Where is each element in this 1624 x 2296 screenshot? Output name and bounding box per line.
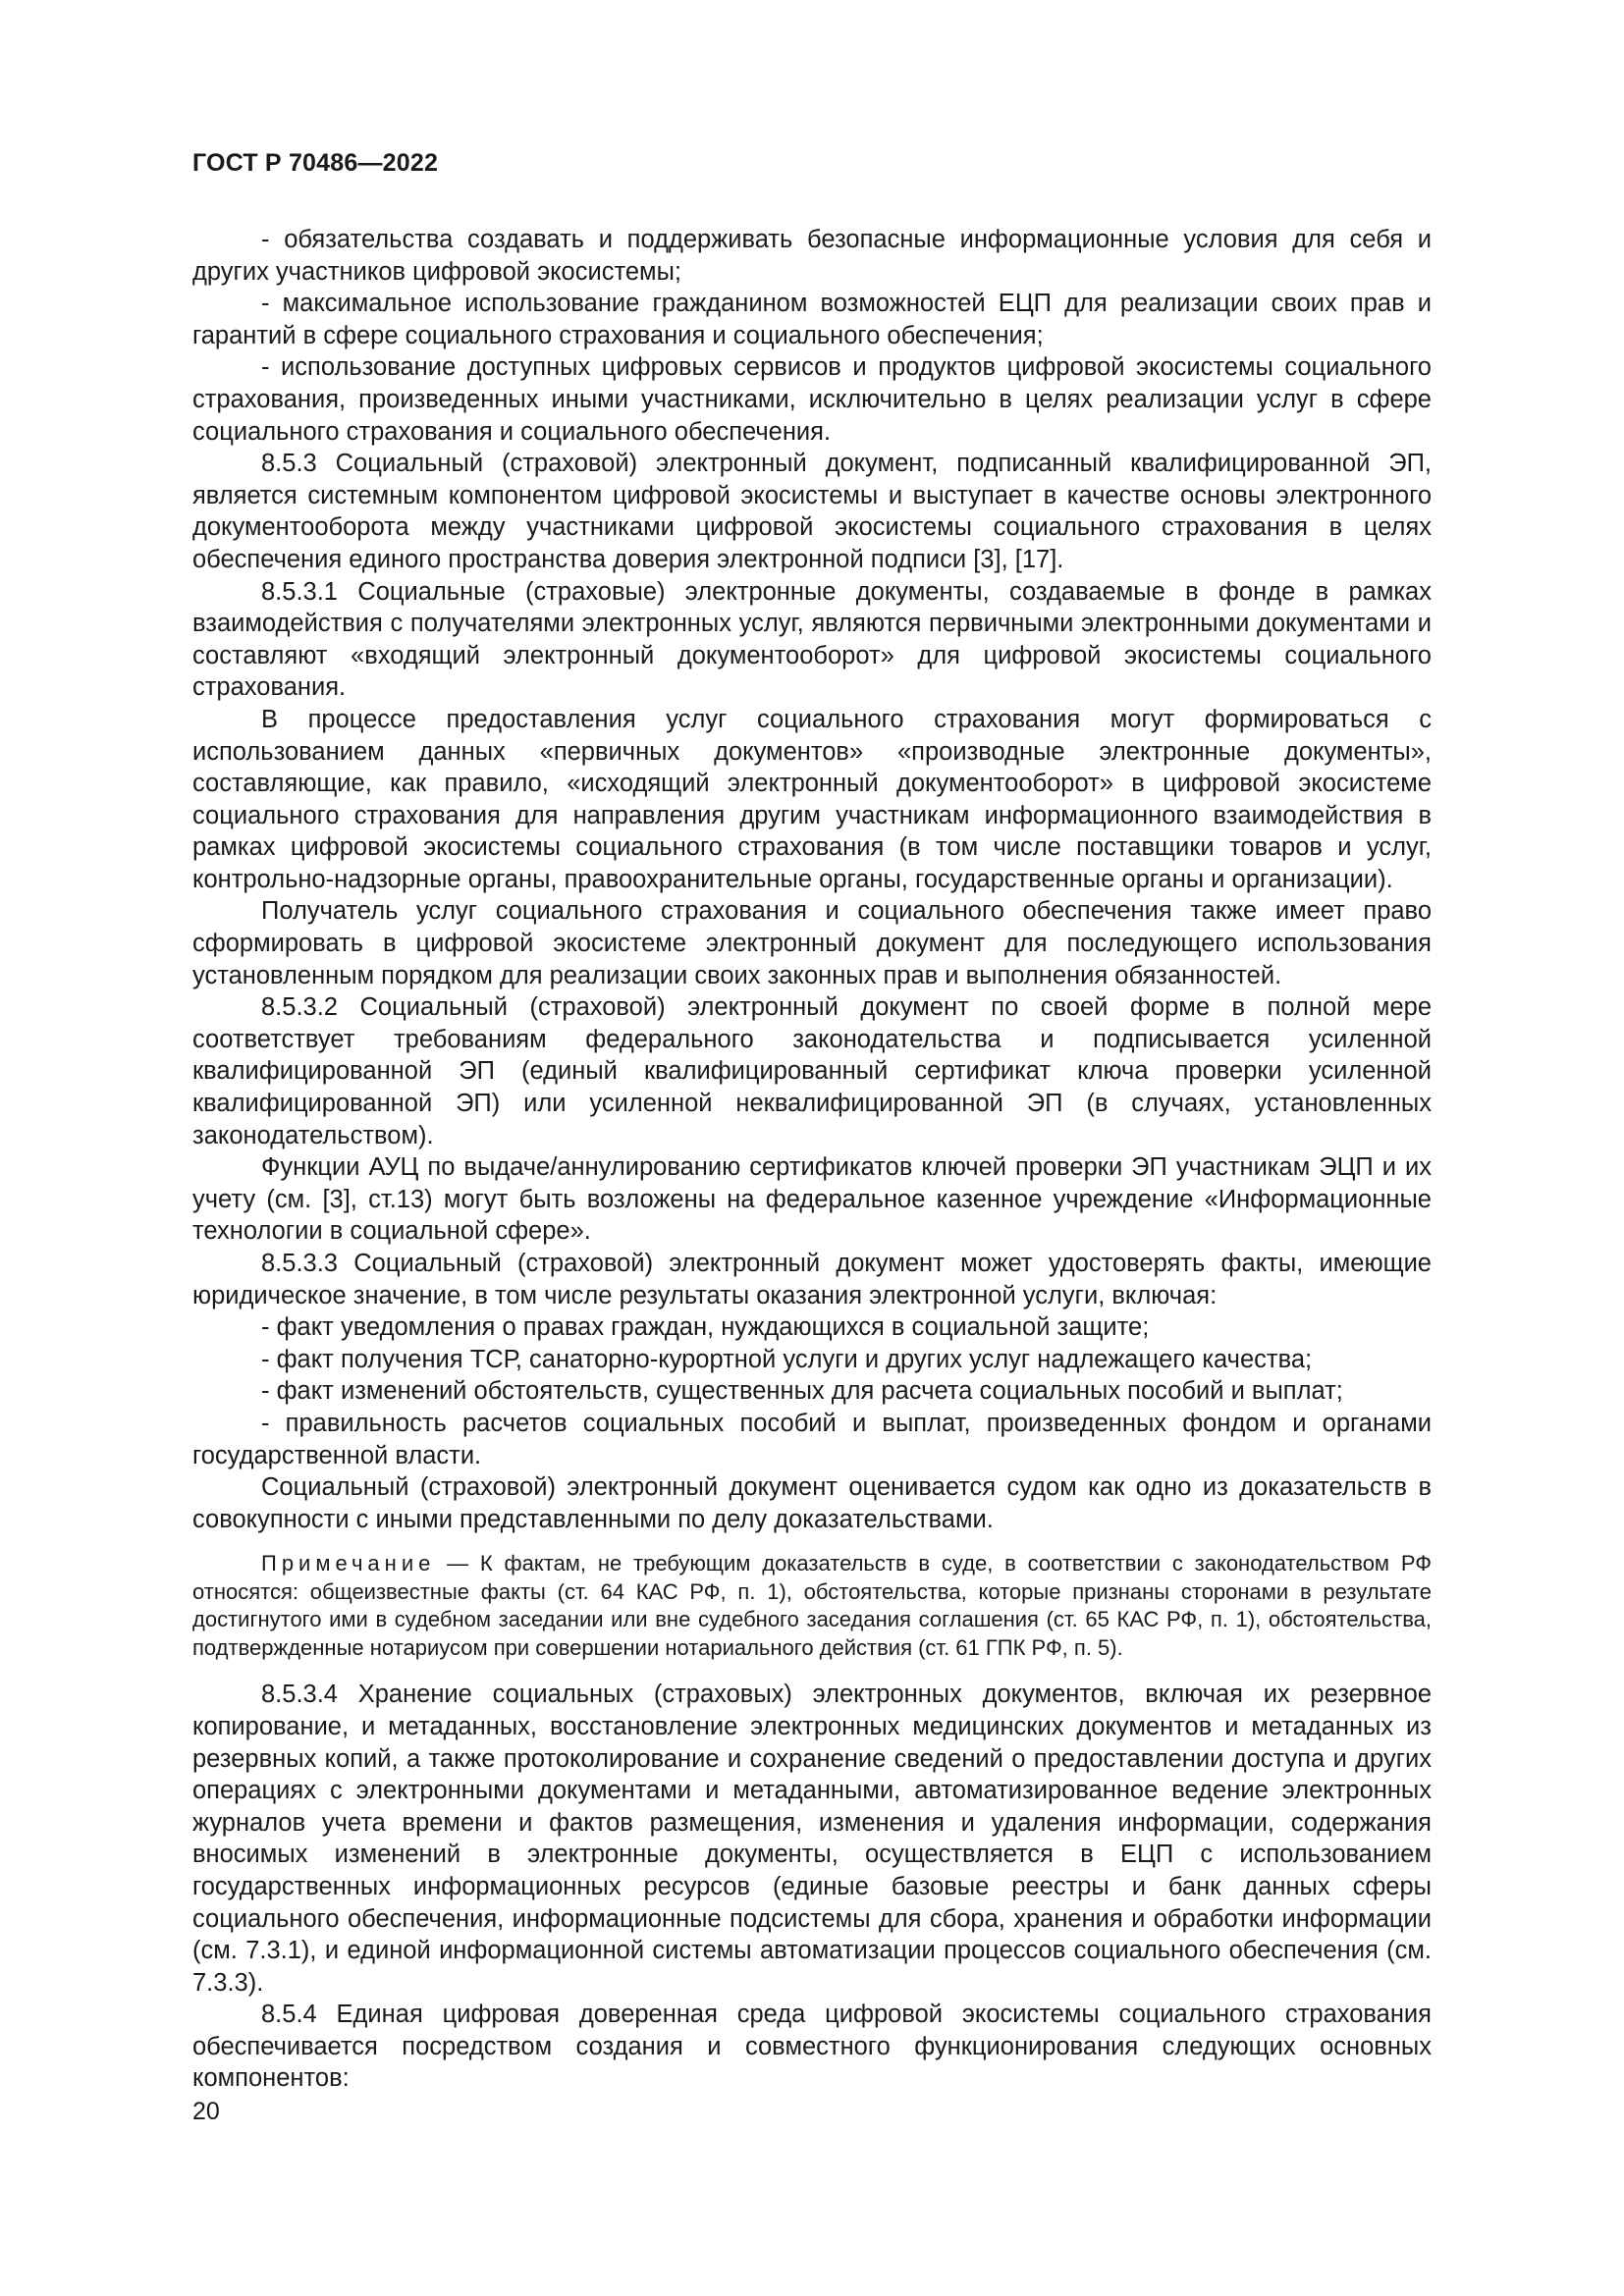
list-item-tsr: - факт получения ТСР, санаторно-курортной услуги и других услуг надлежащего качества; (261, 1345, 1313, 1373)
section-8-5-3-2: 8.5.3.2 Социальный (страховой) электронный документ по своей форме в полной мере соответствует требованиям федерального законодательства и подписывается усиленной квалифицированной ЭП (единый квалифицированный сертификат ключа проверки усиленной квалифицированной ЭП) или усиленной неквалифицированной ЭП (в случаях, установленных законодательством). (192, 993, 1432, 1149)
note (192, 1550, 1432, 1662)
section-8-5-3-4: 8.5.3.4 Хранение социальных (страховых) электронных документов, включая их резервное копирование, и метаданных, восстановление электронных медицинских документов и метаданных из резервных копий, а также протоколирование и сохранение сведений о предоставлении доступа и других операциях с электронными документами и метаданными, автоматизированное ведение электронных журналов учета времени и фактов размещения, изменения и удаления информации, содержания вносимых изменений в электронные документы, осуществляется в ЕЦП с использованием государственных информационных ресурсов (единые базовые реестры и банк данных сферы социального обеспечения, информационные подсистемы для сбора, хранения и обработки информации (см. 7.3.1), и единой информационной системы автоматизации процессов социального обеспечения (см. 7.3.3). (192, 1681, 1432, 1997)
section-8-5-4: 8.5.4 Единая цифровая доверенная среда цифровой экосистемы социального страхования обеспечивается посредством создания и совместного функционирования следующих основных компонентов: (192, 2001, 1432, 2093)
note-text: — К фактам, не требующим доказательств в суде, в соответствии с законодательством РФ относятся: общеизвестные факты (ст. 64 КАС РФ, п. 1), обстоятельства, которые признаны сторонами в результате достигнутого ими в судебном заседании или вне судебного заседания соглашения (ст. 65 КАС РФ, п. 1), обстоятельства, подтвержденные нотариусом при совершении нотариального действия (ст. 61 ГПК РФ, п. 5). (192, 1551, 1432, 1660)
note-label: Примечание (261, 1551, 436, 1576)
paragraph-auc-functions: Функции АУЦ по выдаче/аннулированию сертификатов ключей проверки ЭП участникам ЭЦП и их учету (см. [3], ст.13) могут быть возложены на федеральное казенное учреждение «Информационные технологии в социальной сфере». (192, 1153, 1432, 1246)
document-header: ГОСТ Р 70486—2022 (192, 149, 439, 177)
section-8-5-3-3: 8.5.3.3 Социальный (страховой) электронный документ может удостоверять факты, имеющие юридическое значение, в том числе результаты оказания электронной услуги, включая: (192, 1250, 1432, 1309)
paragraph-derived-documents: В процессе предоставления услуг социального страхования могут формироваться с использованием данных «первичных документов» «производные электронные документы», составляющие, как правило, «исходящий электронный документооборот» в цифровой экосистеме социального страхования для направления другим участникам информационного взаимодействия в рамках цифровой экосистемы социального страхования (в том числе поставщики товаров и услуг, контрольно-надзорные органы, правоохранительные органы, государственные органы и организации). (192, 705, 1432, 893)
list-item-obligations: - обязательства создавать и поддерживать безопасные информационные условия для себя и других участников цифровой экосистемы; (192, 226, 1432, 286)
list-item-digital-services: - использование доступных цифровых сервисов и продуктов цифровой экосистемы социального страхования, произведенных иными участниками, исключительно в целях реализации услуг в сфере социального страхования и социального обеспечения. (192, 353, 1432, 446)
paragraph-recipient-right: Получатель услуг социального страхования и социального обеспечения также имеет право сформировать в цифровой экосистеме электронный документ для последующего использования установленным порядком для реализации своих законных прав и выполнения обязанностей. (192, 897, 1432, 989)
section-8-5-3-1: 8.5.3.1 Социальные (страховые) электронные документы, создаваемые в фонде в рамках взаимодействия с получателями электронных услуг, являются первичными электронными документами и составляют «входящий электронный документооборот» для цифровой экосистемы социального страхования. (192, 577, 1432, 702)
paragraph-court-evidence: Социальный (страховой) электронный документ оценивается судом как одно из доказательств в совокупности с иными представленными по делу доказательствами. (192, 1473, 1432, 1533)
list-item-circumstances: - факт изменений обстоятельств, существенных для расчета социальных пособий и выплат; (261, 1377, 1343, 1406)
page-number: 20 (192, 2098, 220, 2125)
list-item-calculations: - правильность расчетов социальных пособий и выплат, произведенных фондом и органами государственной власти. (192, 1409, 1432, 1469)
document-body (192, 224, 1432, 2095)
section-8-5-3: 8.5.3 Социальный (страховой) электронный документ, подписанный квалифицированной ЭП, является системным компонентом цифровой экосистемы и выступает в качестве основы электронного документооборота между участниками цифровой экосистемы социального страхования в целях обеспечения единого пространства доверия электронной подписи [3], [17]. (192, 450, 1432, 573)
list-item-max-use: - максимальное использование гражданином возможностей ЕЦП для реализации своих прав и гарантий в сфере социального страхования и социального обеспечения; (192, 290, 1432, 349)
list-item-notification: - факт уведомления о правах граждан, нуждающихся в социальной защите; (261, 1313, 1150, 1342)
